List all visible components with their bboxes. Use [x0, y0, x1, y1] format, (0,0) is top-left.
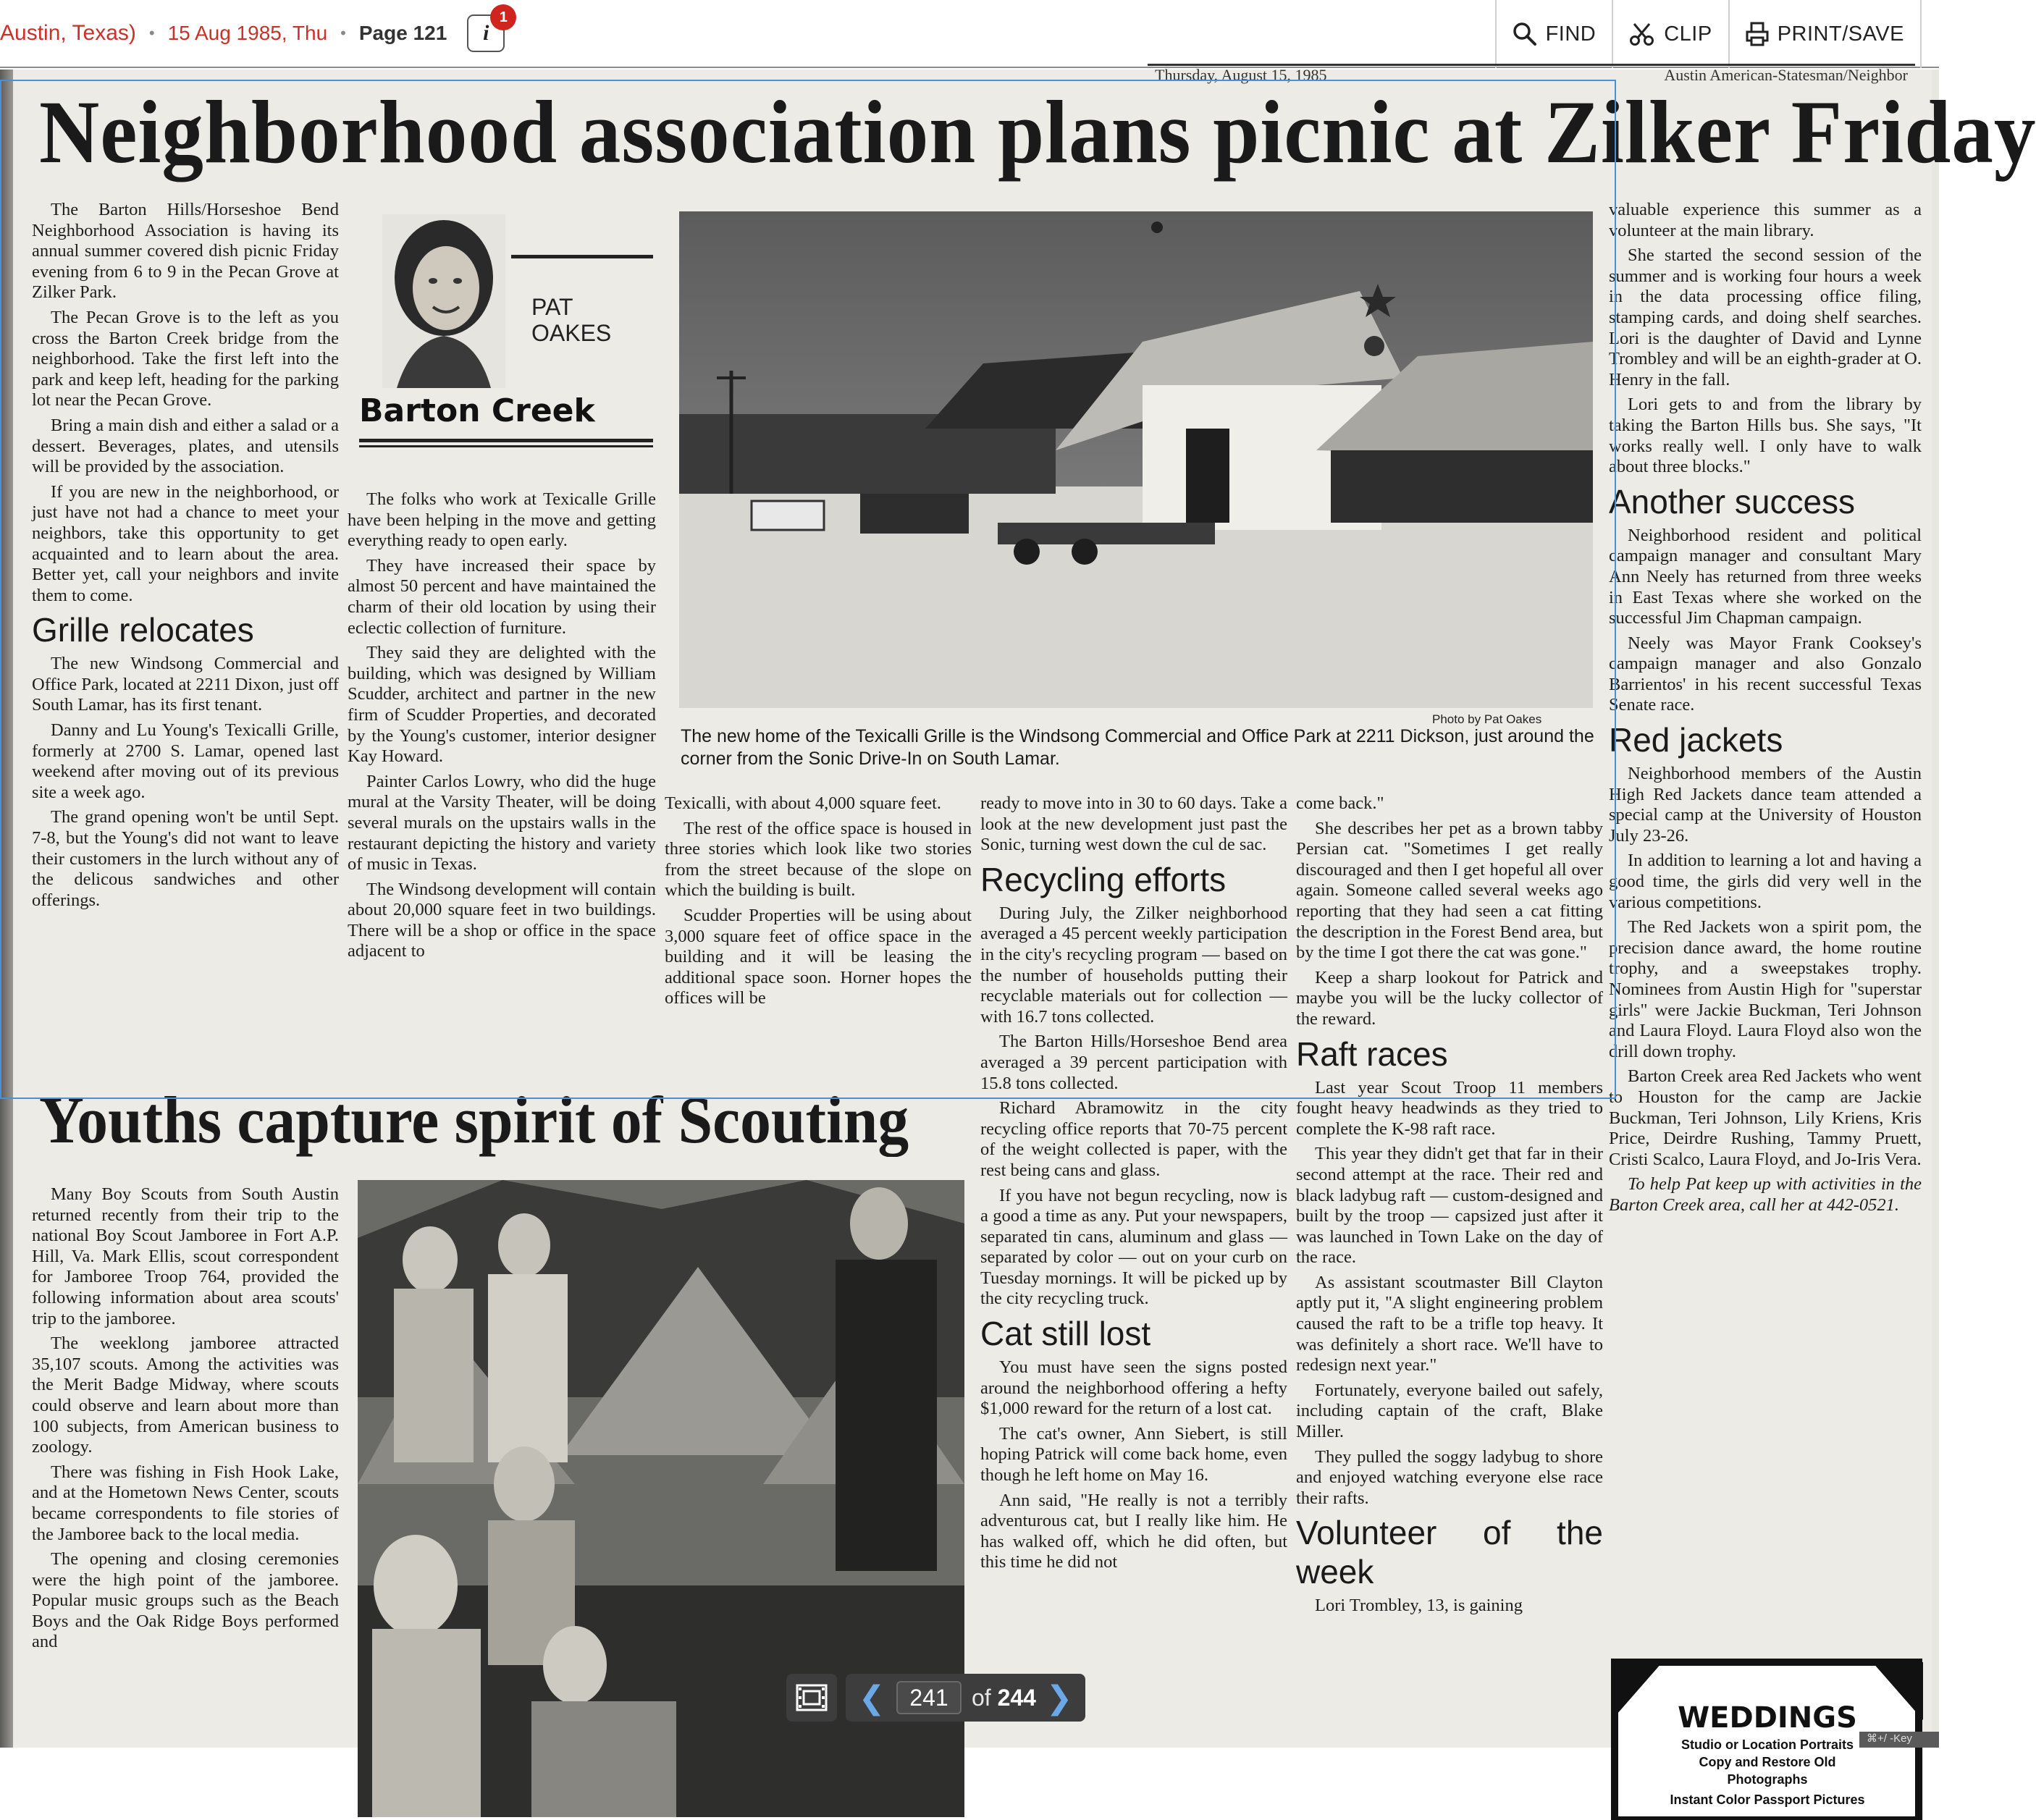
paragraph: ready to move into in 30 to 60 days. Take a look at the new development just past the Sonic, turning west down the cul de sac.	[980, 793, 1287, 855]
notification-badge: 1	[490, 4, 516, 30]
paragraph: They said they are delighted with the building, which was designed by William Scudder, architect and partner in the new firm of Scudder Properties, and decorated by the Young's customer, interior designer Kay Howard.	[348, 643, 656, 767]
find-button[interactable]	[1495, 0, 1612, 68]
paragraph: Neighborhood members of the Austin High Red Jackets dance team attended a special camp at the University of Houston July 23-26.	[1609, 764, 1922, 846]
page-number-input[interactable]: 241	[896, 1681, 962, 1714]
byline-last: OAKES	[531, 320, 612, 346]
headline-scouting: Youths capture spirit of Scouting	[39, 1083, 909, 1157]
paragraph: The new Windsong Commercial and Office Park, located at 2211 Dixon, just off South Lamar, has its first tenant.	[32, 654, 339, 715]
publication-link[interactable]: Austin, Texas)	[0, 21, 136, 45]
of-label: of	[972, 1684, 991, 1711]
article-column-6	[1609, 200, 1922, 1677]
paragraph: The Barton Hills/Horseshoe Bend Neighborhood Association is having its annual summer covered dish picnic Friday evening from 6 to 9 in the Pecan Grove at Zilker Park.	[32, 200, 339, 303]
paragraph: If you have not begun recycling, now is a good a time as any. Put your newspapers, separated tin cans, aluminum and glass — separated by color — out on your curb on Tuesday mornings. It will be picked up by the city recycling truck.	[980, 1185, 1287, 1309]
chevron-left-icon[interactable]: ❮	[858, 1679, 886, 1716]
headline-picnic: Neighborhood association plans picnic at Zilker Friday	[39, 83, 2036, 182]
subhead-cat: Cat still lost	[980, 1315, 1151, 1353]
column-rule	[359, 439, 653, 447]
paragraph: Last year Scout Troop 11 members fought heavy headwinds as they tried to complete the K-98 raft race.	[1296, 1077, 1603, 1139]
subhead-raft: Raft races	[1296, 1035, 1448, 1073]
subhead-another-success: Another success	[1609, 482, 1856, 521]
paragraph: Bring a main dish and either a salad or a dessert. Beverages, plates, and utensils will be provided by the association.	[32, 415, 339, 477]
paragraph: The weeklong jamboree attracted 35,107 scouts. Among the activities was the Merit Badge Midway, where scouts could observe and learn about more than 100 subjects, from American business to zoology.	[32, 1334, 339, 1457]
article-column-scouts	[32, 1184, 339, 1749]
column-rule	[511, 255, 653, 258]
ad-line: Studio or Location Portraits	[1680, 1737, 1854, 1752]
newspaper-page-viewport[interactable]	[0, 66, 2036, 1807]
clip-button[interactable]	[1612, 0, 1728, 68]
paragraph: Neely was Mayor Frank Cooksey's campaign manager and also Gonzalo Barrientos' in his recent successful Texas Senate race.	[1609, 633, 1922, 715]
breadcrumb	[0, 0, 508, 67]
ad-title: WEDDINGS	[1678, 1701, 1857, 1735]
page-label: Page 121	[358, 22, 447, 44]
paragraph: come back."	[1296, 793, 1384, 813]
print-save-button[interactable]	[1728, 0, 1920, 68]
subhead-red-jackets: Red jackets	[1609, 721, 1783, 759]
paragraph: Fortunately, everyone bailed out safely, including captain of the craft, Blake Miller.	[1296, 1380, 1603, 1442]
paragraph: The rest of the office space is housed in three stories which look like two stories from the street because of the slope on which the building is built.	[665, 818, 972, 901]
clip-label: CLIP	[1664, 22, 1712, 46]
columnist-byline	[531, 294, 611, 346]
paragraph: The Red Jackets won a spirit pom, the precision dance award, the home routine trophy, and a sweepstakes trophy. Nominees from Austin High for "superstar girls" were Jackie Buckman, Teri Johnson and Laura Floyd. Laura Floyd also won the drill down trophy.	[1609, 917, 1922, 1061]
ad-line: Instant Color Passport Pictures	[1670, 1792, 1865, 1807]
browse-pages-button[interactable]	[786, 1674, 837, 1722]
columnist-portrait	[382, 214, 505, 388]
paragraph: Texicalli, with about 4,000 square feet.	[665, 793, 941, 813]
filmstrip-icon	[796, 1685, 827, 1711]
paragraph: Scudder Properties will be using about 3,000 square feet of office space in the building and it will be leasing the additional space soon. Horner hopes the offices will be	[665, 905, 972, 1008]
search-icon	[1513, 22, 1537, 46]
column-name: Barton Creek	[359, 392, 595, 429]
article-column-4	[980, 793, 1287, 1817]
paragraph: They have increased their space by almost 50 percent and have maintained the charm of their old location by using their eclectic collection of furniture.	[348, 555, 656, 638]
paragraph: Lori gets to and from the library by taking the Barton Hills bus. She says, "It works really well. I only have to walk about three blocks."	[1609, 395, 1922, 477]
paragraph: The Barton Hills/Horseshoe Bend area averaged a 39 percent participation with 15.8 tons collected.	[980, 1032, 1287, 1093]
paragraph: She describes her pet as a brown tabby Persian cat. "Sometimes I get really discouraged and then I get hopeful all over again. Someone called several weeks ago reporting that they had seen a cat fitting the description in the Forest Bend area, but by the time I got there the cat was gone."	[1296, 818, 1603, 963]
article-column-5	[1296, 793, 1603, 1817]
paragraph: The grand opening won't be until Sept. 7-8, but the Young's did not want to leave their customers in the lurch without any of the delicous sandwiches and other offerings.	[32, 807, 339, 910]
paragraph: The folks who work at Texicalle Grille have been helping in the move and getting everything ready to open early.	[348, 489, 656, 551]
paragraph: Neighborhood resident and political campaign manager and consultant Mary Ann Neely has returned from three weeks in East Texas where she worked on the successful Jim Chapman campaign.	[1609, 525, 1922, 628]
total-pages: 244	[997, 1684, 1036, 1711]
paragraph: Many Boy Scouts from South Austin returned recently from their trip to the national Boy Scout Jamboree in Fort A.P. Hill, Va. Mark Ellis, scout correspondent for Jamboree Troop 764, provided the following information about area scouts' trip to the jamboree.	[32, 1184, 339, 1328]
paragraph: The opening and closing ceremonies were the high point of the jamboree. Popular music groups such as the Beach Boys and the Oak Ridge Boys performed and	[32, 1549, 339, 1652]
toolbar-actions	[1495, 0, 1939, 68]
subhead-grille: Grille relocates	[32, 611, 254, 649]
page-count	[972, 1685, 1036, 1711]
article-column-3	[665, 793, 972, 1119]
paragraph: As assistant scoutmaster Bill Clayton aptly put it, "A slight engineering problem caused the raft to be a trifle top heavy. It was definitely a short race. We'll have to redesign next year."	[1296, 1272, 1603, 1375]
paragraph: Lori Trombley, 13, is gaining	[1315, 1596, 1523, 1616]
photo-caption: The new home of the Texicalli Grille is the Windsong Commercial and Office Park at 2211 Dickson, just around the corner from the Sonic Drive-In on South Lamar.	[681, 726, 1594, 769]
running-head-date: Thursday, August 15, 1985	[1155, 66, 1327, 84]
running-head-publication: Austin American-Statesman/Neighbor	[1664, 66, 1908, 84]
subhead-volunteer: Volunteer of the week	[1296, 1514, 1603, 1591]
print-save-label: PRINT/SAVE	[1777, 22, 1904, 46]
info-icon: i	[483, 21, 489, 45]
paragraph: The cat's owner, Ann Siebert, is still hoping Patrick will come back home, even though he left home on May 16.	[980, 1423, 1287, 1486]
paragraph: Barton Creek area Red Jackets who went to Houston for the camp are Jackie Buckman, Teri Johnson, Lily Kriens, Kris Price, Deirdre Rushing, Tammy Pruett, Cristi Scalco, Laura Floyd, and Jo-Iris Vera.	[1609, 1066, 1922, 1169]
paragraph: valuable experience this summer as a volunteer at the main library.	[1609, 200, 1922, 240]
ad-line: Copy and Restore Old	[1699, 1755, 1836, 1769]
weddings-advertisement	[1612, 1640, 1923, 1820]
byline-first: PAT	[531, 294, 573, 320]
page-navigation	[786, 1672, 1131, 1723]
printer-icon	[1746, 22, 1769, 46]
paragraph: Ann said, "He really is not a terribly adventurous cat, but I really like him. He has walked off, which he did often, but this time he did not	[980, 1490, 1287, 1572]
article-column-2	[348, 489, 656, 1131]
breadcrumb-separator: •	[340, 24, 346, 42]
subhead-recycling: Recycling efforts	[980, 860, 1227, 898]
paragraph: If you are new in the neighborhood, or just have not had a chance to meet your neighbors, take this opportunity to get acquainted and to learn about the area. Better yet, call your neighbors and invite them to come.	[32, 481, 339, 605]
paragraph: The Windsong development will contain about 20,000 square feet in two buildings. There will be a shop or office in the space adjacent to	[348, 879, 656, 961]
info-button[interactable]	[467, 9, 508, 52]
toolbar-overflow[interactable]	[1920, 0, 1939, 68]
article-column-1	[32, 200, 339, 1126]
paragraph: Keep a sharp lookout for Patrick and maybe you will be the lucky collector of the reward.	[1296, 967, 1603, 1029]
paragraph: She started the second session of the summer and is working four hours a week in the data processing office filing, stamping cards, and doing shelf searches. Lori is the daughter of David and Lynne Trombley and will be an eighth-grader at O. Henry in the fall.	[1609, 245, 1922, 389]
chevron-right-icon[interactable]: ❯	[1046, 1679, 1073, 1716]
viewer-toolbar	[0, 0, 1939, 68]
contact-note: To help Pat keep up with activities in the Barton Creek area, call her at 442-0521.	[1609, 1174, 1922, 1215]
paragraph: The Pecan Grove is to the left as you cross the Barton Creek bridge from the neighborhood. Take the first left into the park and keep left, heading for the parking lot near the Pecan Grove.	[32, 307, 339, 410]
page-stepper	[846, 1674, 1085, 1722]
find-label: FIND	[1545, 22, 1597, 46]
paragraph: There was fishing in Fish Hook Lake, and at the Hometown News Center, scouts became correspondents to file stories of the Jamboree back to the local media.	[32, 1462, 339, 1544]
breadcrumb-separator: •	[148, 24, 155, 42]
paragraph: Danny and Lu Young's Texicalli Grille, formerly at 2700 S. Lamar, opened last weekend after moving out of its previous site a week ago.	[32, 720, 339, 802]
ad-line: Photographs	[1727, 1772, 1808, 1787]
paragraph: Painter Carlos Lowry, who did the huge mural at the Varsity Theater, will be doing several murals on the upstairs walls in the restaurant depicting the history and variety of music in Texas.	[348, 771, 656, 875]
paragraph: You must have seen the signs posted around the neighborhood offering a hefty $1,000 reward for the return of a lost cat.	[980, 1357, 1287, 1419]
paragraph: This year they didn't get that far in their second attempt at the race. Their red and black ladybug raft — custom-designed and built by the troop — capsized just after it was launched in Town Lake on the day of the race.	[1296, 1144, 1603, 1268]
paragraph: They pulled the soggy ladybug to shore and enjoyed watching everyone else race their rafts.	[1296, 1446, 1603, 1508]
scissors-icon	[1629, 21, 1655, 47]
paragraph: During July, the Zilker neighborhood averaged a 45 percent weekly participation in the city's recycling program — based on the number of households putting their recyclable materials out for collection — with 16.7 tons collected.	[980, 903, 1287, 1027]
photo-texicalli-building	[679, 211, 1593, 708]
paragraph: Richard Abramowitz in the city recycling office reports that 70-75 percent of the weight collected is paper, with the rest being cans and glass.	[980, 1098, 1287, 1180]
keyboard-shortcut-hint: ⌘+/ -Key	[1859, 1732, 1939, 1748]
photo-credit: Photo by Pat Oakes	[1432, 712, 1542, 726]
date-link[interactable]: 15 Aug 1985, Thu	[167, 22, 328, 44]
paragraph: In addition to learning a lot and having a good time, the girls did very well in the various competitions.	[1609, 851, 1922, 912]
